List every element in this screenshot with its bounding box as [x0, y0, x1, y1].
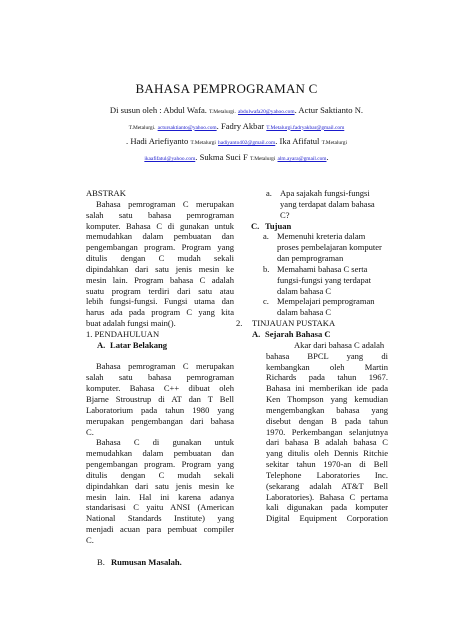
text-line: lebih fungsi-fungsi. Fungsi utama dan	[86, 296, 234, 307]
author-email-link[interactable]: actursaktianto@yahoo.com	[157, 124, 217, 131]
list-text	[277, 231, 388, 264]
subsection-heading	[236, 221, 388, 232]
author-dept: T.Metalurgi	[190, 140, 216, 147]
text-line: C?	[280, 209, 290, 220]
text-line: Telephone Laboratories Inc.	[266, 469, 388, 480]
author-name: . Ika Afifatul	[275, 136, 320, 147]
text-line: kembangkan oleh Martin	[266, 361, 388, 372]
text-line: Memahami bahasa C serta	[277, 263, 368, 274]
subsection-label: C.	[251, 220, 260, 231]
author-end: .	[326, 151, 329, 162]
list-label: c.	[263, 296, 269, 307]
text-line: disebut dengan B pada tahun	[266, 415, 388, 426]
section-heading	[236, 318, 388, 329]
text-line: dipindahkan dari satu jenis mesin ke	[86, 263, 234, 274]
text-line: bahasa BPCL yang di	[266, 350, 388, 361]
text-line: harus ada pada program C yang kita	[86, 307, 234, 318]
author-email-link[interactable]: alm.ayara@gmail.com	[277, 155, 327, 162]
text-line: mesin lain. Program bahasa C adalah	[86, 274, 234, 285]
list-text	[280, 188, 388, 221]
author-name: . Fadry Akbar	[216, 120, 265, 131]
subsection-title: Latar Belakang	[110, 339, 168, 350]
subsection-label: A.	[97, 339, 106, 350]
list-label: a.	[266, 188, 272, 198]
text-line: ditulis dengan C mudah sekali	[86, 253, 234, 264]
list-label: a.	[263, 231, 269, 242]
section-title: TINJAUAN PUSTAKA	[252, 318, 336, 329]
author-email-link[interactable]: T.Metalurgi.fadryakbar@gmail.com	[266, 124, 345, 131]
text-line: Bahasa pemrograman C merupakan	[96, 361, 234, 372]
left-column	[86, 188, 234, 567]
text-line: C.	[86, 426, 94, 437]
section-heading: 1. PENDAHULUAN	[86, 328, 160, 339]
text-line: Digital Equipment Corporation	[266, 513, 388, 524]
text-line: National Standards Institute) yang	[86, 513, 234, 524]
text-line: standarisasi C yaitu ANSI (American	[86, 502, 234, 513]
text-line: komputer. Bahasa C++ dibuat oleh	[86, 383, 234, 394]
paragraph	[86, 361, 234, 437]
author-dept: T.Metalurgi.	[209, 109, 236, 115]
author-name: . Hadi Ariefiyanto	[126, 136, 189, 147]
text-line: 1970. Perkembangan selanjutnya	[266, 426, 388, 437]
text-line: proses pembelajaran komputer	[277, 242, 382, 253]
text-line: Richards pada tahun 1967.	[266, 372, 388, 383]
paragraph	[236, 340, 388, 524]
paper-title: BAHASA PEMPROGRAMAN C	[135, 81, 318, 96]
text-line: ditulis dengan C mudah sekali	[86, 469, 234, 480]
subsection-title: Tujuan	[265, 220, 292, 231]
list-text	[277, 264, 388, 297]
list-item	[236, 296, 388, 318]
paragraph	[86, 437, 234, 545]
text-line: yang terdapat dalam bahasa	[280, 198, 375, 209]
subsection-heading	[86, 557, 234, 568]
text-line: dari bahasa B adalah bahasa C	[266, 437, 388, 448]
list-item	[236, 231, 388, 264]
abstract-body	[86, 199, 234, 329]
subsection-heading	[86, 340, 234, 351]
text-line: kali digunakan pada komputer	[266, 502, 388, 513]
authors-intro: Di susun oleh : Abdul Wafa.	[109, 105, 207, 115]
abstract-heading: ABSTRAK	[86, 188, 126, 198]
text-line: Mempelajari pemprograman	[277, 296, 375, 307]
list-text	[277, 296, 388, 318]
subsection-heading	[236, 329, 388, 340]
text-line: memudahkan dalam pembuatan dan	[86, 448, 234, 459]
right-column	[236, 188, 388, 524]
text-line: sekitar tahun 1970-an di Bell	[266, 459, 388, 470]
section-label: 2.	[236, 318, 243, 329]
text-line: buat adalah fungsi main().	[86, 318, 176, 329]
text-line: merupakan pengembangan dari bahasa	[86, 415, 234, 426]
subsection-title: Sejarah Bahasa C	[265, 328, 331, 339]
text-line: memudahkan dalam pembuatan dan	[86, 231, 234, 242]
text-line: dan pemprograman	[277, 253, 344, 264]
text-line: Ken Thompson yang kemudian	[266, 394, 388, 405]
text-line: pengembangan program. Program yang	[86, 459, 234, 470]
text-line: Apa sajakah fungsi-fungsi	[280, 188, 370, 198]
text-line: Bjarne Stroustrup di AT dan T Bell	[86, 393, 234, 404]
text-line: Akar dari bahasa C adalah	[294, 339, 385, 350]
subsection-title: Rumusan Masalah.	[111, 556, 182, 567]
text-line: (sekarang adalah AT&T Bell	[266, 480, 388, 491]
author-name: . Sukma Suci F	[195, 151, 248, 162]
text-line: suatu program terdiri dari satu atau	[86, 285, 234, 296]
author-dept: T.Metalurgi	[249, 155, 276, 162]
author-dept: T.Metalurgi	[321, 140, 347, 147]
author-email-link[interactable]: ikaafifatul@yahoo.com	[144, 155, 196, 162]
text-line: yang ditulis oleh Dennis Ritchie	[266, 448, 388, 459]
text-line: pengembangan program. Program yang	[86, 242, 234, 253]
list-label: b.	[263, 263, 270, 274]
list-item	[236, 264, 388, 297]
author-block	[84, 104, 389, 166]
text-line: Bahasa pemrograman C merupakan	[96, 198, 234, 209]
author-name: . Actur Saktianto N.	[294, 105, 364, 115]
text-line: dalam bahasa C	[277, 307, 332, 318]
author-email-link[interactable]: hadiyanto402@gmail.com	[218, 140, 276, 147]
subsection-label: A.	[252, 328, 261, 339]
text-line: menjadi acuan para pembuat compiler	[86, 524, 234, 535]
text-line: Laboratorium pada tahun 1980 yang	[86, 404, 234, 415]
text-line: Memenuhi kreteria dalam	[277, 231, 366, 242]
text-line: salah satu bahasa pemrograman	[86, 372, 234, 383]
text-line: mengembangkan bahasa yang	[266, 404, 388, 415]
text-line: Bahasa ini memberikan ide pada	[266, 383, 388, 394]
text-line: fungsi-fungsi yang terdapat	[277, 274, 371, 285]
author-email-link[interactable]: abdulwafa20@yahoo.com	[237, 109, 295, 115]
text-line: salah satu bahasa pemrograman	[86, 209, 234, 220]
list-item	[236, 188, 388, 221]
text-line: C.	[86, 534, 94, 545]
text-line: komputer. Bahasa C di gunakan untuk	[86, 220, 234, 231]
text-line: dalam bahasa C	[277, 285, 332, 296]
text-line: mesin lain. Hal ini karena adanya	[86, 491, 234, 502]
text-line: dipindahkan dari satu jenis mesin ke	[86, 480, 234, 491]
author-dept: T.Metalurgi.	[128, 124, 156, 131]
text-line: Bahasa C di gunakan untuk	[96, 437, 234, 448]
text-line: Laboratories). Bahasa C pertama	[266, 491, 388, 502]
subsection-label: B.	[97, 556, 105, 567]
